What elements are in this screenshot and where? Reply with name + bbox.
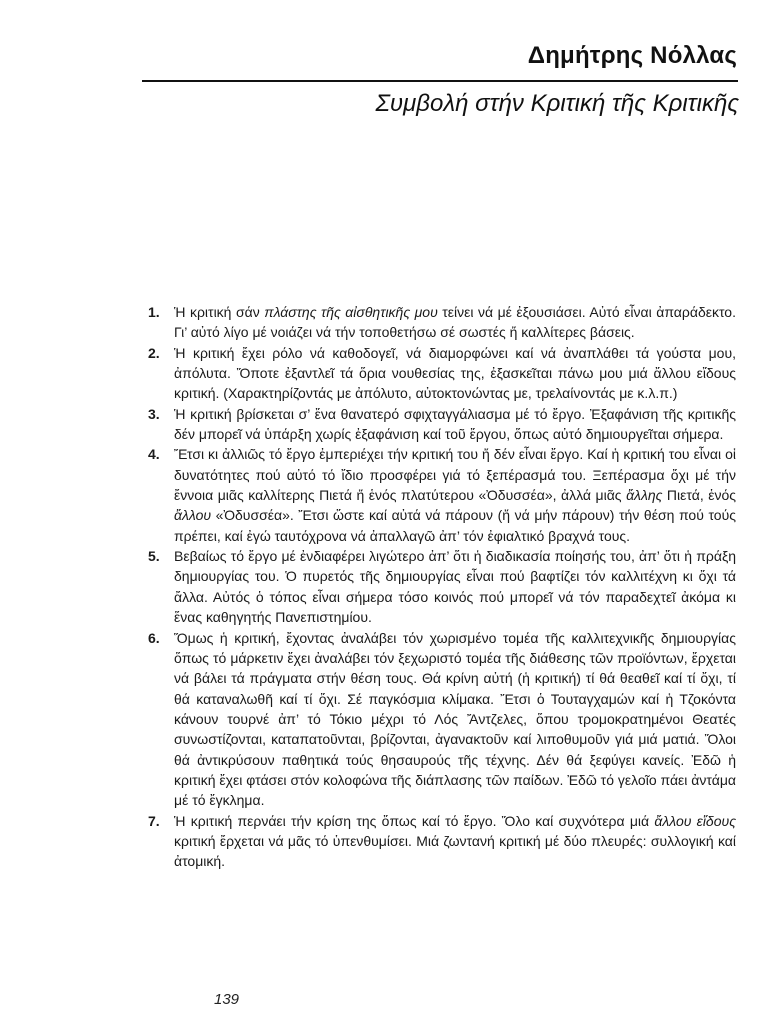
item-number: 1.: [148, 304, 160, 320]
item-number: 5.: [148, 548, 160, 565]
item-text: Βεβαίως τό ἔργο μέ ἐνδιαφέρει λιγώτερο ἀπ’ ὅτι ἡ διαδικασία ποίησής του, ἀπ’ ὅτι ἡ πράξη δημιουργίας του. Ὁ πυρετός τῆς δημιουργίας εἶναι πού βαφτίζει τόν καλλιτέχνη κι ὄχι τά ἄλλα. Αὐτός ὁ τόπος εἶναι σήμερα τόσο κοινός πού μπορεῖ νά τόν παραδεχτεῖ ἀκόμα κι ἕνας καθηγητής Πανεπιστημίου.: [174, 548, 736, 626]
item-text: Πιετά, ἑνός: [662, 487, 736, 504]
list-item: [140, 404, 736, 445]
item-text: κριτική ἔρχεται νά μᾶς τό ὑπενθυμίσει. Μιά ζωντανή κριτική μέ δύο πλευρές: συλλογική καί ἀτομική.: [174, 832, 736, 870]
item-text-italic: ἄλλου: [174, 507, 212, 524]
item-number: 7.: [148, 812, 160, 829]
item-text: Ὅμως ἡ κριτική, ἔχοντας ἀναλάβει τόν χωρισμένο τομέα τῆς καλλιτεχνικῆς δημιουργίας ὅπως τό μάρκετιν ἔχει ἀναλάβει τόν ξεχωριστό τομέα τῆς διάθεσης τῶν προϊόντων, ἔρχεται νά βάλει τά πράγματα στήν θέση τους. Θά κρίνη αὐτή (ἡ κριτική) τί θά θεαθεῖ καί τί ὄχι, τί θά καταναλωθῆ καί τί ὄχι. Σέ παγκόσμια κλίμακα. Ἔτσι ὁ Τουταγχαμών καί ἡ Τζοκόντα κάνουν τουρνέ ἀπ’ τό Τόκιο μέχρι τό Λός Ἄντζελες, ὅπου τρομοκρατημένοι Θεατές συνωστίζονται, καταπατοῦνται, βρίζονται, ἀγανακτοῦν καί λιποθυμοῦν γιά μιά ματιά. Ὅλοι θά ἀντικρύσουν παθητικά τούς θησαυρούς τῆς τέχνης. Δέν θά ξεφύγει κανείς. Ἐδῶ ἡ κριτική ἔχει φτάσει στόν κολοφώνα τῆς διάπλασης τῶν παίδων. Ἐδῶ τό γελοῖο πάει ἀντάμα μέ τό ἔγκλημα.: [174, 629, 736, 809]
item-text-italic: ἄλλου εἴδους: [654, 812, 737, 829]
item-text: τείνει νά μέ ἐξουσιάσει. Αὐτό εἶναι ἀπαράδεκτο. Γι’ αὐτό λίγο μέ νοιάζει νά τήν τοποθετήσω σέ σωστές ἤ καλλίτερες βάσεις.: [174, 304, 736, 341]
item-text: Ἡ κριτική περνάει τήν κρίση της ὅπως καί τό ἔργο. Ὅλο καί συχνότερα μιά: [174, 812, 655, 829]
item-number: 6.: [148, 629, 160, 646]
list-item: [140, 628, 736, 811]
list-item: [140, 343, 736, 404]
item-text: Ἡ κριτική ἔχει ρόλο νά καθοδογεῖ, νά διαμορφώνει καί νά ἀναπλάθει τά γούστα μου, ἀπόλυτα. Ὅποτε ἐξαντλεῖ τά ὅρια νουθεσίας της, ἐξασκεῖται πάνω μου μιά ἄλλου εἴδους κριτική. (Χαρακτηρίζοντάς με ἀπόλυτο, αὐτοκτονώντας με, τρελαίνοντάς με κ.λ.π.): [174, 344, 736, 402]
item-text: Ἡ κριτική σάν: [174, 304, 265, 320]
list-item: [140, 546, 736, 627]
list-item: [140, 302, 736, 343]
numbered-theses-list: [140, 302, 736, 872]
author-name: Δημήτρης Νόλλας: [527, 42, 737, 69]
item-number: 3.: [148, 405, 160, 422]
page-number: 139: [214, 991, 240, 1008]
item-number: 4.: [148, 446, 160, 463]
essay-title: Συμβολή στήν Κριτική τῆς Κριτικῆς: [375, 90, 739, 117]
item-text-italic: ἄλλης: [626, 487, 663, 504]
list-item: [140, 444, 736, 546]
item-number: 2.: [148, 344, 160, 361]
item-text-italic: πλάστης τῆς αἰσθητικῆς μου: [264, 304, 438, 320]
header-rule: [142, 80, 738, 82]
item-text: Ἔτσι κι ἀλλιῶς τό ἔργο ἐμπεριέχει τήν κριτική του ἤ δέν εἶναι ἔργο. Καί ἡ κριτική του εἶναι οἱ δυνατότητες πού αὐτό τό ἴδιο προσφέρει γιά τό ξεπέρασμά του. Ξεπέρασμα ὄχι μέ τήν ἔννοια μιᾶς καλλίτερης Πιετά ἤ ἑνός πλατύτερου «Ὀδυσσέα», ἀλλά μιᾶς: [174, 446, 736, 504]
list-item: [140, 811, 736, 872]
item-text: «Ὀδυσσέα». Ἔτσι ὥστε καί αὐτά νά πάρουν (ἤ νά μήν πάρουν) τήν θέση πού τούς πρέπει, καί ἐγώ ταυτόχρονα νά ἀπαλλαγῶ ἀπ’ τόν ἐφιαλτικό βραχνά τους.: [174, 507, 736, 544]
item-text: Ἡ κριτική βρίσκεται σ’ ἕνα θανατερό σφιχταγγάλιασμα μέ τό ἔργο. Ἐξαφάνιση τῆς κριτικῆς δέν μπορεῖ νά ὑπάρξη χωρίς ἐξαφάνιση καί τοῦ ἔργου, ὅπως αὐτό δημιουργεῖται σήμερα.: [174, 405, 736, 443]
